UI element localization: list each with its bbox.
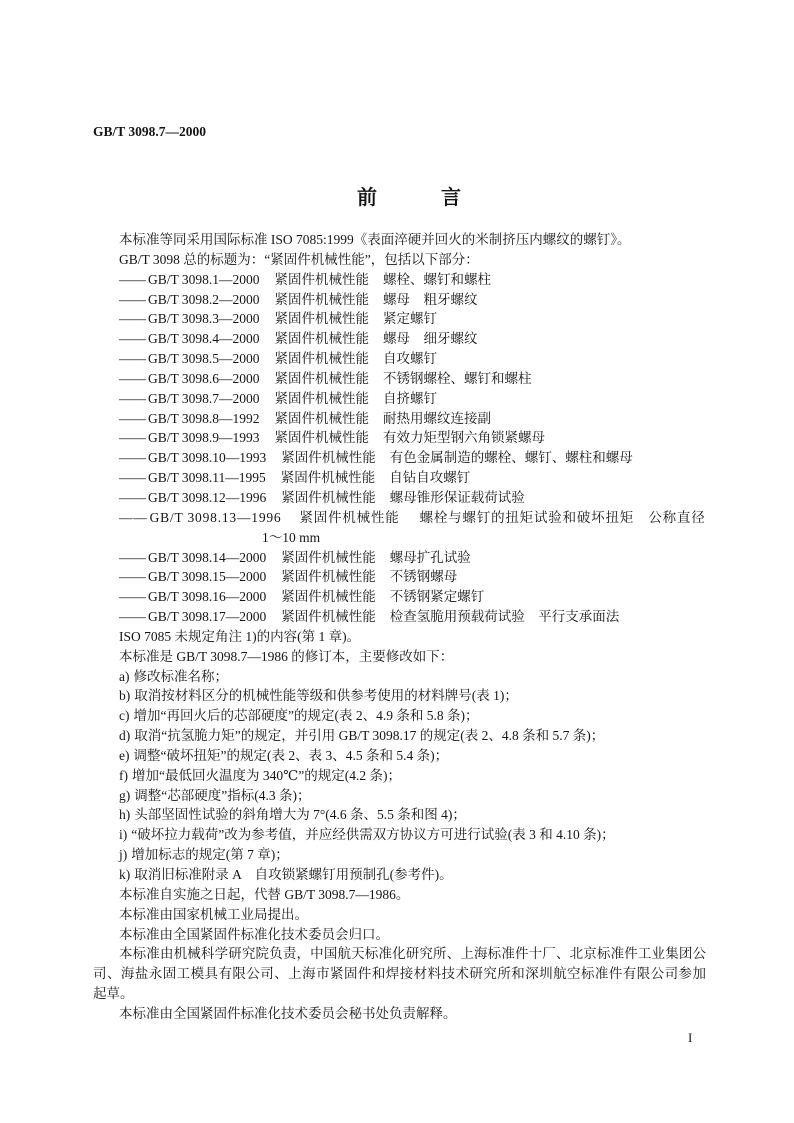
item-dash: —— — [119, 489, 146, 505]
revision-item — [93, 786, 706, 806]
series-name: 紧固件机械性能 — [281, 609, 376, 625]
series-name: 紧固件机械性能 — [280, 470, 376, 486]
revision-label: i) — [119, 827, 128, 843]
series-name: 紧固件机械性能 — [274, 390, 370, 406]
item-dash: —— — [119, 311, 146, 327]
standard-code: GB/T 3098.8—1992 — [148, 410, 260, 426]
revision-item — [93, 825, 706, 845]
series-part-item — [93, 508, 706, 528]
item-dash: —— — [119, 410, 146, 426]
standard-code: GB/T 3098.11—1995 — [148, 470, 266, 486]
part-name: 不锈钢螺母 — [389, 569, 458, 585]
centralized-by-paragraph: 本标准由全国紧固件标准化技术委员会归口。 — [119, 926, 389, 942]
part-name-continuation: 1～10 mm — [262, 529, 321, 545]
revision-item — [93, 686, 706, 706]
part-name: 耐热用螺纹连接副 — [383, 410, 492, 426]
part-name: 螺栓、螺钉和螺柱 — [383, 271, 492, 287]
page-number: I — [688, 1030, 693, 1045]
standard-code: GB/T 3098.10—1993 — [148, 450, 267, 466]
revision-label: g) — [119, 787, 131, 803]
series-part-item — [93, 428, 706, 448]
part-name: 检查氢脆用预载荷试验 平行支承面法 — [389, 609, 620, 625]
standard-code: GB/T 3098.16—2000 — [148, 589, 267, 605]
item-dash: —— — [119, 589, 146, 605]
series-part-item — [93, 389, 706, 409]
item-dash: —— — [119, 509, 148, 525]
revision-text: “破坏拉力载荷”改为参考值，并应经供需双方协议方可进行试验(表 3 和 4.10 条)； — [131, 827, 615, 843]
standard-code: GB/T 3098.12—1996 — [148, 489, 267, 505]
series-name: 紧固件机械性能 — [274, 311, 370, 327]
standard-code: GB/T 3098.17—2000 — [148, 609, 267, 625]
series-part-item — [93, 548, 706, 568]
part-name: 自攻螺钉 — [383, 351, 438, 367]
series-name: 紧固件机械性能 — [274, 430, 370, 446]
revision-label: a) — [119, 668, 130, 684]
item-dash: —— — [119, 390, 146, 406]
item-dash: —— — [119, 271, 146, 287]
series-part-item — [93, 270, 706, 290]
series-name: 紧固件机械性能 — [274, 410, 370, 426]
standard-code: GB/T 3098.14—2000 — [148, 549, 267, 565]
page-title: 前 言 — [357, 187, 469, 209]
revision-item — [93, 726, 706, 746]
revision-text: 调整“破坏扭矩”的规定(表 2、表 3、4.5 条和 5.4 条)； — [133, 747, 449, 763]
series-name: 紧固件机械性能 — [281, 589, 376, 605]
series-part-item — [93, 329, 706, 349]
series-name: 紧固件机械性能 — [274, 291, 370, 307]
series-part-item — [93, 349, 706, 369]
series-part-item — [93, 587, 706, 607]
series-name: 紧固件机械性能 — [281, 549, 376, 565]
standard-code: GB/T 3098.6—2000 — [148, 370, 260, 386]
part-name: 自挤螺钉 — [383, 390, 438, 406]
revision-item — [93, 746, 706, 766]
proposed-by-paragraph: 本标准由国家机械工业局提出。 — [119, 906, 308, 922]
series-name: 紧固件机械性能 — [281, 489, 376, 505]
revision-label: e) — [119, 747, 130, 763]
series-part-item — [93, 309, 706, 329]
adoption-paragraph: 本标准等同采用国际标准 ISO 7085:1999《表面淬硬并回火的米制挤压内螺纹的螺钉》。 — [119, 232, 631, 247]
part-name: 紧定螺钉 — [383, 311, 438, 327]
series-name: 紧固件机械性能 — [274, 370, 370, 386]
revision-label: d) — [119, 728, 131, 744]
part-name: 螺母扩孔试验 — [389, 549, 471, 565]
revision-intro-paragraph: 本标准是 GB/T 3098.7—1986 的修订本，主要修改如下： — [119, 648, 454, 664]
series-part-item — [93, 409, 706, 429]
series-part-item — [93, 448, 706, 468]
standard-code-header: GB/T 3098.7—2000 — [93, 124, 207, 139]
revision-text: 增加“再回火后的芯部硬度”的规定(表 2、4.9 条和 5.8 条)； — [133, 708, 479, 724]
standard-code: GB/T 3098.13—1996 — [149, 509, 282, 525]
revision-label: c) — [119, 708, 130, 724]
revision-text: 取消旧标准附录 A 自攻锁紧螺钉用预制孔(参考件)。 — [134, 867, 453, 882]
series-name: 紧固件机械性能 — [274, 351, 370, 367]
revision-item — [93, 667, 706, 687]
item-dash: —— — [119, 291, 146, 307]
drafting-line: 司、海盐永固工模具有限公司、上海市紧固件和焊接材料技术研究所和深圳航空标准件有限公司参加 — [93, 966, 706, 982]
revision-text: 头部坚固性试验的斜角增大为 7°(4.6 条、5.5 条和图 4)； — [134, 807, 466, 823]
series-part-item — [93, 369, 706, 389]
item-dash: —— — [119, 609, 146, 625]
standard-code: GB/T 3098.4—2000 — [148, 331, 260, 347]
part-name: 不锈钢紧定螺钉 — [389, 589, 485, 605]
series-part-item — [93, 488, 706, 508]
revision-text: 取消“抗氢脆力矩”的规定，并引用 GB/T 3098.17 的规定(表 2、4.8 条和 5.7 条)； — [134, 728, 605, 744]
revision-item — [93, 706, 706, 726]
revision-label: j) — [119, 847, 128, 863]
part-name: 螺母 粗牙螺纹 — [383, 291, 478, 307]
item-dash: —— — [119, 430, 146, 446]
standard-code: GB/T 3098.7—2000 — [148, 390, 260, 406]
revision-label: h) — [119, 807, 131, 823]
revision-text: 增加“最低回火温度为 340℃”的规定(4.2 条)； — [132, 767, 401, 783]
standard-code: GB/T 3098.1—2000 — [148, 271, 260, 287]
standard-code: GB/T 3098.2—2000 — [148, 291, 260, 307]
series-part-item — [93, 468, 706, 488]
revision-label: k) — [119, 867, 131, 882]
part-name: 自钻自攻螺钉 — [389, 470, 471, 486]
series-name: 紧固件机械性能 — [281, 569, 376, 585]
revision-text: 调整“芯部硬度”指标(4.3 条)； — [134, 787, 311, 803]
standard-code: GB/T 3098.9—1993 — [148, 430, 260, 446]
revision-text: 增加标志的规定(第 7 章)； — [131, 847, 289, 863]
part-name: 螺母 细牙螺纹 — [383, 331, 478, 347]
series-part-item — [93, 567, 706, 587]
standard-code: GB/T 3098.15—2000 — [148, 569, 267, 585]
revision-item — [93, 845, 706, 865]
interpretation-paragraph: 本标准由全国紧固件标准化技术委员会秘书处负责解释。 — [119, 1005, 457, 1021]
standard-code: GB/T 3098.3—2000 — [148, 311, 260, 327]
series-part-item — [93, 290, 706, 310]
replaces-paragraph: 本标准自实施之日起，代替 GB/T 3098.7—1986。 — [119, 886, 410, 902]
revision-text: 取消按材料区分的机械性能等级和供参考使用的材料牌号(表 1)； — [134, 688, 518, 704]
part-name: 螺栓与螺钉的扭矩试验和破坏扭矩 公称直径 — [419, 509, 706, 525]
revision-label: b) — [119, 688, 131, 704]
series-name: 紧固件机械性能 — [299, 509, 400, 525]
part-name: 不锈钢螺栓、螺钉和螺柱 — [383, 370, 532, 386]
drafting-line: 起草。 — [93, 986, 134, 1002]
revision-item — [93, 766, 706, 786]
item-dash: —— — [119, 331, 146, 347]
item-dash: —— — [119, 370, 146, 386]
revision-item — [93, 865, 706, 885]
item-dash: —— — [119, 470, 146, 486]
standard-code: GB/T 3098.5—2000 — [148, 351, 260, 367]
preface-body — [93, 230, 706, 1024]
drafting-line: 本标准由机械科学研究院负责，中国航天标准化研究所、上海标准件十厂、北京标准件工业集团公 — [119, 946, 706, 962]
series-name: 紧固件机械性能 — [274, 271, 370, 287]
part-name: 有效力矩型钢六角锁紧螺母 — [383, 430, 546, 446]
footnote-note-paragraph: ISO 7085 未规定角注 1)的内容(第 1 章)。 — [119, 628, 361, 644]
item-dash: —— — [119, 450, 146, 466]
series-name: 紧固件机械性能 — [274, 331, 370, 347]
item-dash: —— — [119, 569, 146, 585]
series-part-item — [93, 607, 706, 627]
part-name: 有色金属制造的螺栓、螺钉、螺柱和螺母 — [389, 450, 633, 466]
revision-text: 修改标准名称； — [133, 668, 228, 684]
item-dash: —— — [119, 549, 146, 565]
drafting-paragraph — [93, 944, 706, 1004]
revision-item — [93, 805, 706, 825]
item-dash: —— — [119, 351, 146, 367]
part-name: 螺母锥形保证载荷试验 — [389, 489, 525, 505]
series-intro-paragraph: GB/T 3098 总的标题为：“紧固件机械性能”，包括以下部分： — [119, 251, 479, 267]
series-name: 紧固件机械性能 — [281, 450, 376, 466]
revision-label: f) — [119, 767, 128, 783]
